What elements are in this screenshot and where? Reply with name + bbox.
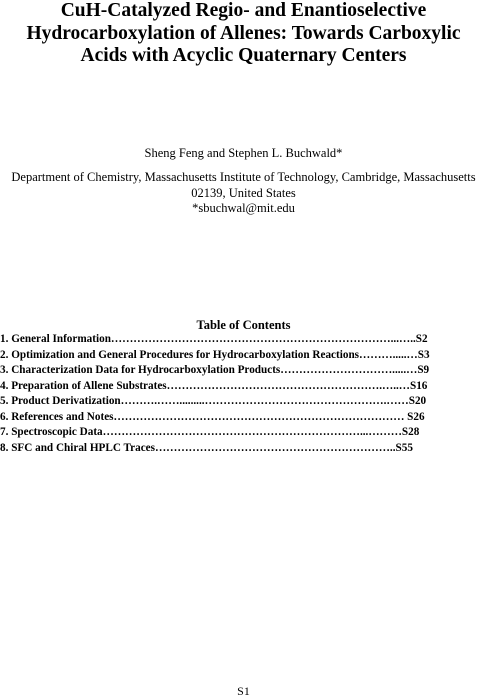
toc-entry-references: 6. References and Notes…………………………………………………………………… S26 [0, 410, 425, 423]
toc-entry-characterization: 3. Characterization Data for Hydrocarboxylation Products………………………….....…S9 [0, 364, 430, 376]
affiliation-line-2: 02139, United States [191, 185, 296, 200]
page-number: S1 [237, 684, 250, 698]
affiliation-line-1: Department of Chemistry, Massachusetts Institute of Technology, Cambridge, Massachusetts [11, 170, 476, 184]
toc-entry-optimization: 2. Optimization and General Procedures for Hydrocarboxylation Reactions……….....…S3 [0, 348, 430, 361]
toc-entry-sfc-hplc: 8. SFC and Chiral HPLC Traces………………………………………………………..S55 [0, 441, 413, 454]
toc-heading: Table of Contents [196, 318, 291, 332]
toc-entry-general-information: 1. General Information…………………………………………………………………...…..S2 [0, 333, 428, 345]
table-of-contents [0, 332, 487, 456]
title-line-1: CuH-Catalyzed Regio- and Enantioselective [60, 0, 427, 21]
toc-entry-allene-substrates: 4. Preparation of Allene Substrates………………………………………………….…..…S16 [0, 379, 428, 392]
authors: Sheng Feng and Stephen L. Buchwald* [144, 146, 343, 160]
contact-email: *sbuchwal@mit.edu [192, 201, 295, 215]
affiliation [0, 170, 487, 217]
title-line-2: Hydrocarboxylation of Allenes: Towards Carboxylic [26, 22, 461, 44]
toc-entry-spectroscopic-data: 7. Spectroscopic Data……………………………………………………………...………S28 [0, 426, 420, 438]
paper-title [0, 0, 487, 68]
title-line-3: Acids with Acyclic Quaternary Centers [80, 45, 407, 66]
toc-entry-product-derivatization: 5. Product Derivatization……….…….........………………………………………….……S20 [0, 395, 427, 407]
